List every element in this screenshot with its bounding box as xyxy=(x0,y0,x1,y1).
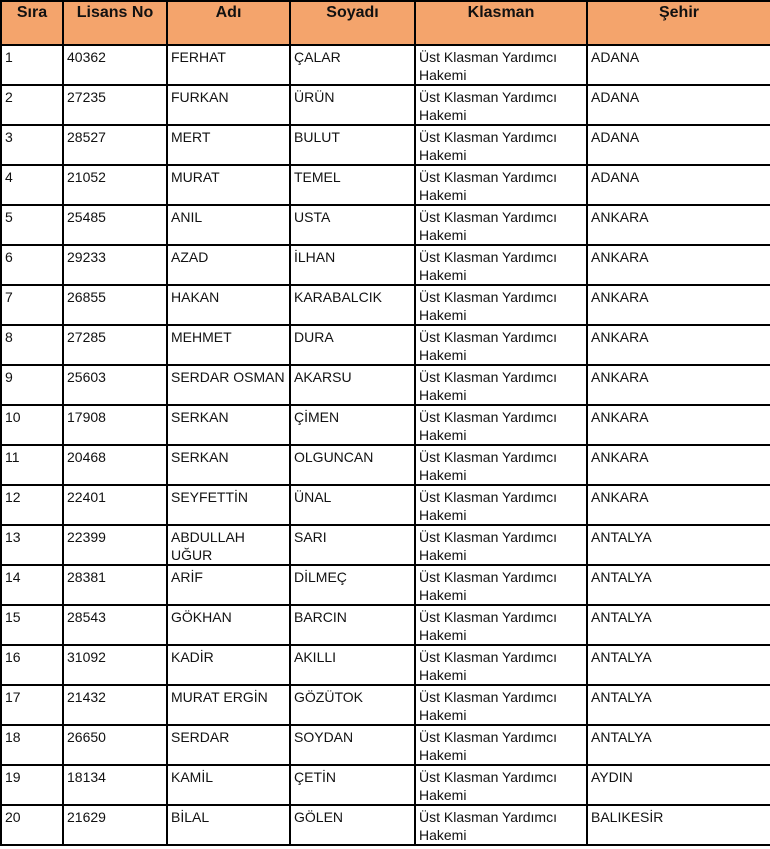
sehir-cell: ANKARA xyxy=(587,365,770,405)
sira-cell: 10 xyxy=(1,405,63,445)
lisans-no-cell: 25485 xyxy=(63,205,167,245)
sehir-cell: ANKARA xyxy=(587,285,770,325)
header-soyadi: Soyadı xyxy=(290,1,415,45)
lisans-no-cell: 28381 xyxy=(63,565,167,605)
lisans-no-cell: 40362 xyxy=(63,45,167,85)
lisans-no-cell: 22399 xyxy=(63,525,167,565)
lisans-no-cell: 28527 xyxy=(63,125,167,165)
sira-cell: 16 xyxy=(1,645,63,685)
klasman-cell: Üst Klasman Yardımcı Hakemi xyxy=(415,485,587,525)
klasman-cell: Üst Klasman Yardımcı Hakemi xyxy=(415,645,587,685)
adi-cell: SERDAR OSMAN xyxy=(167,365,290,405)
klasman-cell: Üst Klasman Yardımcı Hakemi xyxy=(415,685,587,725)
adi-cell: FERHAT xyxy=(167,45,290,85)
adi-cell: MURAT ERGİN xyxy=(167,685,290,725)
sira-cell: 5 xyxy=(1,205,63,245)
sehir-cell: BALIKESİR xyxy=(587,805,770,845)
lisans-no-cell: 18134 xyxy=(63,765,167,805)
lisans-no-cell: 21629 xyxy=(63,805,167,845)
adi-cell: AZAD xyxy=(167,245,290,285)
klasman-cell: Üst Klasman Yardımcı Hakemi xyxy=(415,565,587,605)
table-row xyxy=(1,685,770,725)
table-header xyxy=(1,1,770,45)
lisans-no-cell: 22401 xyxy=(63,485,167,525)
klasman-cell: Üst Klasman Yardımcı Hakemi xyxy=(415,365,587,405)
sira-cell: 12 xyxy=(1,485,63,525)
sehir-cell: ANTALYA xyxy=(587,525,770,565)
sira-cell: 1 xyxy=(1,45,63,85)
soyadi-cell: İLHAN xyxy=(290,245,415,285)
adi-cell: ANIL xyxy=(167,205,290,245)
sehir-cell: ANKARA xyxy=(587,245,770,285)
soyadi-cell: OLGUNCAN xyxy=(290,445,415,485)
table-row xyxy=(1,765,770,805)
soyadi-cell: BULUT xyxy=(290,125,415,165)
adi-cell: HAKAN xyxy=(167,285,290,325)
sira-cell: 20 xyxy=(1,805,63,845)
lisans-no-cell: 17908 xyxy=(63,405,167,445)
adi-cell: SERKAN xyxy=(167,405,290,445)
sira-cell: 13 xyxy=(1,525,63,565)
klasman-cell: Üst Klasman Yardımcı Hakemi xyxy=(415,285,587,325)
klasman-cell: Üst Klasman Yardımcı Hakemi xyxy=(415,765,587,805)
sira-cell: 17 xyxy=(1,685,63,725)
klasman-cell: Üst Klasman Yardımcı Hakemi xyxy=(415,405,587,445)
table-row xyxy=(1,245,770,285)
lisans-no-cell: 21432 xyxy=(63,685,167,725)
soyadi-cell: AKILLI xyxy=(290,645,415,685)
sira-cell: 6 xyxy=(1,245,63,285)
klasman-cell: Üst Klasman Yardımcı Hakemi xyxy=(415,805,587,845)
klasman-cell: Üst Klasman Yardımcı Hakemi xyxy=(415,125,587,165)
klasman-cell: Üst Klasman Yardımcı Hakemi xyxy=(415,605,587,645)
soyadi-cell: ÇALAR xyxy=(290,45,415,85)
sira-cell: 18 xyxy=(1,725,63,765)
header-row xyxy=(1,1,770,45)
table-row xyxy=(1,605,770,645)
adi-cell: MEHMET xyxy=(167,325,290,365)
lisans-no-cell: 26855 xyxy=(63,285,167,325)
adi-cell: MURAT xyxy=(167,165,290,205)
klasman-cell: Üst Klasman Yardımcı Hakemi xyxy=(415,725,587,765)
lisans-no-cell: 28543 xyxy=(63,605,167,645)
sehir-cell: ANTALYA xyxy=(587,645,770,685)
header-adi: Adı xyxy=(167,1,290,45)
table-row xyxy=(1,405,770,445)
klasman-cell: Üst Klasman Yardımcı Hakemi xyxy=(415,325,587,365)
klasman-cell: Üst Klasman Yardımcı Hakemi xyxy=(415,245,587,285)
sira-cell: 8 xyxy=(1,325,63,365)
lisans-no-cell: 27235 xyxy=(63,85,167,125)
sira-cell: 15 xyxy=(1,605,63,645)
soyadi-cell: AKARSU xyxy=(290,365,415,405)
sira-cell: 11 xyxy=(1,445,63,485)
table-row xyxy=(1,365,770,405)
sehir-cell: ANKARA xyxy=(587,405,770,445)
soyadi-cell: SARI xyxy=(290,525,415,565)
table-row xyxy=(1,725,770,765)
table-row xyxy=(1,525,770,565)
klasman-cell: Üst Klasman Yardımcı Hakemi xyxy=(415,525,587,565)
table-row xyxy=(1,285,770,325)
sehir-cell: AYDIN xyxy=(587,765,770,805)
sehir-cell: ANKARA xyxy=(587,445,770,485)
adi-cell: BİLAL xyxy=(167,805,290,845)
adi-cell: SEYFETTİN xyxy=(167,485,290,525)
table-row xyxy=(1,85,770,125)
sehir-cell: ADANA xyxy=(587,45,770,85)
soyadi-cell: BARCIN xyxy=(290,605,415,645)
adi-cell: SERDAR xyxy=(167,725,290,765)
sira-cell: 4 xyxy=(1,165,63,205)
table-row xyxy=(1,325,770,365)
klasman-cell: Üst Klasman Yardımcı Hakemi xyxy=(415,85,587,125)
header-lisans-no: Lisans No xyxy=(63,1,167,45)
adi-cell: FURKAN xyxy=(167,85,290,125)
sehir-cell: ANTALYA xyxy=(587,685,770,725)
adi-cell: MERT xyxy=(167,125,290,165)
klasman-cell: Üst Klasman Yardımcı Hakemi xyxy=(415,205,587,245)
sehir-cell: ANTALYA xyxy=(587,565,770,605)
soyadi-cell: SOYDAN xyxy=(290,725,415,765)
adi-cell: ABDULLAH UĞUR xyxy=(167,525,290,565)
klasman-cell: Üst Klasman Yardımcı Hakemi xyxy=(415,445,587,485)
sehir-cell: ANKARA xyxy=(587,325,770,365)
lisans-no-cell: 26650 xyxy=(63,725,167,765)
soyadi-cell: DURA xyxy=(290,325,415,365)
table-row xyxy=(1,565,770,605)
table-row xyxy=(1,165,770,205)
soyadi-cell: USTA xyxy=(290,205,415,245)
table-row xyxy=(1,485,770,525)
sehir-cell: ANTALYA xyxy=(587,605,770,645)
table-row xyxy=(1,445,770,485)
sehir-cell: ADANA xyxy=(587,125,770,165)
adi-cell: KADİR xyxy=(167,645,290,685)
lisans-no-cell: 31092 xyxy=(63,645,167,685)
adi-cell: SERKAN xyxy=(167,445,290,485)
lisans-no-cell: 27285 xyxy=(63,325,167,365)
sira-cell: 19 xyxy=(1,765,63,805)
sira-cell: 3 xyxy=(1,125,63,165)
lisans-no-cell: 29233 xyxy=(63,245,167,285)
soyadi-cell: KARABALCIK xyxy=(290,285,415,325)
sehir-cell: ANKARA xyxy=(587,205,770,245)
table-row xyxy=(1,645,770,685)
sehir-cell: ADANA xyxy=(587,85,770,125)
table-row xyxy=(1,205,770,245)
klasman-cell: Üst Klasman Yardımcı Hakemi xyxy=(415,45,587,85)
soyadi-cell: ÜNAL xyxy=(290,485,415,525)
soyadi-cell: ÜRÜN xyxy=(290,85,415,125)
table-row xyxy=(1,125,770,165)
header-sehir: Şehir xyxy=(587,1,770,45)
sehir-cell: ANKARA xyxy=(587,485,770,525)
soyadi-cell: GÖZÜTOK xyxy=(290,685,415,725)
soyadi-cell: GÖLEN xyxy=(290,805,415,845)
lisans-no-cell: 21052 xyxy=(63,165,167,205)
lisans-no-cell: 20468 xyxy=(63,445,167,485)
adi-cell: ARİF xyxy=(167,565,290,605)
table-body xyxy=(1,45,770,845)
sira-cell: 14 xyxy=(1,565,63,605)
table-row xyxy=(1,45,770,85)
adi-cell: KAMİL xyxy=(167,765,290,805)
soyadi-cell: DİLMEÇ xyxy=(290,565,415,605)
table-row xyxy=(1,805,770,845)
sira-cell: 2 xyxy=(1,85,63,125)
header-sira: Sıra xyxy=(1,1,63,45)
lisans-no-cell: 25603 xyxy=(63,365,167,405)
soyadi-cell: TEMEL xyxy=(290,165,415,205)
soyadi-cell: ÇİMEN xyxy=(290,405,415,445)
klasman-cell: Üst Klasman Yardımcı Hakemi xyxy=(415,165,587,205)
header-klasman: Klasman xyxy=(415,1,587,45)
adi-cell: GÖKHAN xyxy=(167,605,290,645)
sira-cell: 7 xyxy=(1,285,63,325)
sehir-cell: ADANA xyxy=(587,165,770,205)
soyadi-cell: ÇETİN xyxy=(290,765,415,805)
sehir-cell: ANTALYA xyxy=(587,725,770,765)
sira-cell: 9 xyxy=(1,365,63,405)
